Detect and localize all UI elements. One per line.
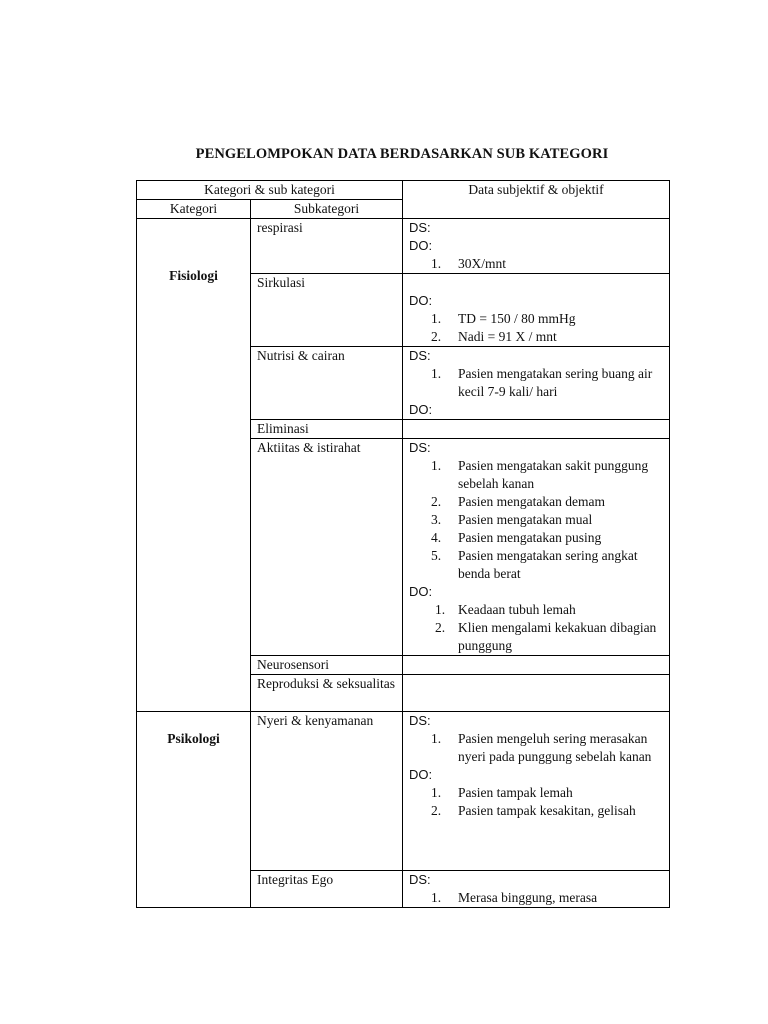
list-item: 1. Pasien tampak lemah [431, 785, 573, 800]
ds-label: DS: [409, 220, 431, 235]
data-cell-aktivitas [403, 439, 670, 656]
list-item: 1. Merasa binggung, merasa [431, 890, 598, 905]
list-item: 1. Keadaan tubuh lemah [435, 602, 576, 617]
subkategori-neurosensori: Neurosensori [251, 656, 403, 675]
list-item: 2. Pasien tampak kesakitan, gelisah [431, 803, 636, 818]
ds-label: DS: [409, 713, 431, 728]
data-cell-nutrisi [403, 347, 670, 420]
kategori-cell-fisiologi [137, 219, 251, 712]
do-label: DO: [409, 293, 433, 308]
do-label: DO: [409, 238, 433, 253]
data-cell-respirasi [403, 219, 670, 274]
data-cell-integritas [403, 871, 670, 908]
ds-list [409, 730, 663, 766]
list-item: 2. Nadi = 91 X / mnt [431, 329, 557, 344]
subkategori-respirasi: respirasi [251, 219, 403, 274]
ds-label: DS: [409, 348, 431, 363]
list-item: 4. Pasien mengatakan pusing [431, 530, 602, 545]
subkategori-nyeri: Nyeri & kenyamanan [251, 712, 403, 871]
page-title: PENGELOMPOKAN DATA BERDASARKAN SUB KATEGORI [195, 146, 609, 162]
subkategori-integritas: Integritas Ego [251, 871, 403, 908]
list-item: 3. Pasien mengatakan mual [431, 512, 593, 527]
kategori-psikologi: Psikologi [167, 731, 220, 746]
ds-label: DS: [409, 872, 431, 887]
list-item: 2. Klien mengalami kekakuan dibagian punggung [435, 620, 657, 653]
header-kategori-sub: Kategori & sub kategori [137, 181, 403, 200]
list-item: 1. Pasien mengeluh sering merasakan nyeri pada punggung sebelah kanan [431, 731, 652, 764]
subkategori-sirkulasi: Sirkulasi [251, 274, 403, 347]
list-item: 1. 30X/mnt [431, 256, 507, 271]
list-item: 1. TD = 150 / 80 mmHg [431, 311, 576, 326]
header-data: Data subjektif & objektif [403, 181, 670, 219]
data-cell-eliminasi [403, 420, 670, 439]
subkategori-nutrisi: Nutrisi & cairan [251, 347, 403, 420]
header-subkategori: Subkategori [251, 200, 403, 219]
do-label: DO: [409, 402, 433, 417]
do-list [409, 601, 663, 655]
do-label: DO: [409, 584, 433, 599]
table-row [137, 219, 670, 274]
list-item: 5. Pasien mengatakan sering angkat benda berat [431, 548, 638, 581]
ds-label: DS: [409, 440, 431, 455]
ds-list [409, 457, 663, 583]
do-label: DO: [409, 767, 433, 782]
kategori-fisiologi: Fisiologi [169, 268, 218, 283]
ds-list [409, 365, 663, 401]
kategori-cell-psikologi [137, 712, 251, 908]
list-item: 1. Pasien mengatakan sakit punggung sebelah kanan [431, 458, 649, 491]
data-cell-reproduksi [403, 675, 670, 712]
ds-list [409, 889, 663, 907]
do-list [409, 784, 663, 820]
header-kategori: Kategori [137, 200, 251, 219]
table-row [137, 712, 670, 871]
subkategori-aktivitas: Aktiitas & istirahat [251, 439, 403, 656]
subkategori-reproduksi: Reproduksi & seksualitas [251, 675, 403, 712]
table-header-row [137, 181, 670, 200]
data-cell-sirkulasi [403, 274, 670, 347]
data-cell-neurosensori [403, 656, 670, 675]
data-cell-nyeri [403, 712, 670, 871]
do-list [409, 255, 663, 273]
list-item: 2. Pasien mengatakan demam [431, 494, 605, 509]
data-table [136, 180, 670, 908]
do-list [409, 310, 663, 346]
list-item: 1. Pasien mengatakan sering buang air kecil 7-9 kali/ hari [431, 366, 653, 399]
subkategori-eliminasi: Eliminasi [251, 420, 403, 439]
